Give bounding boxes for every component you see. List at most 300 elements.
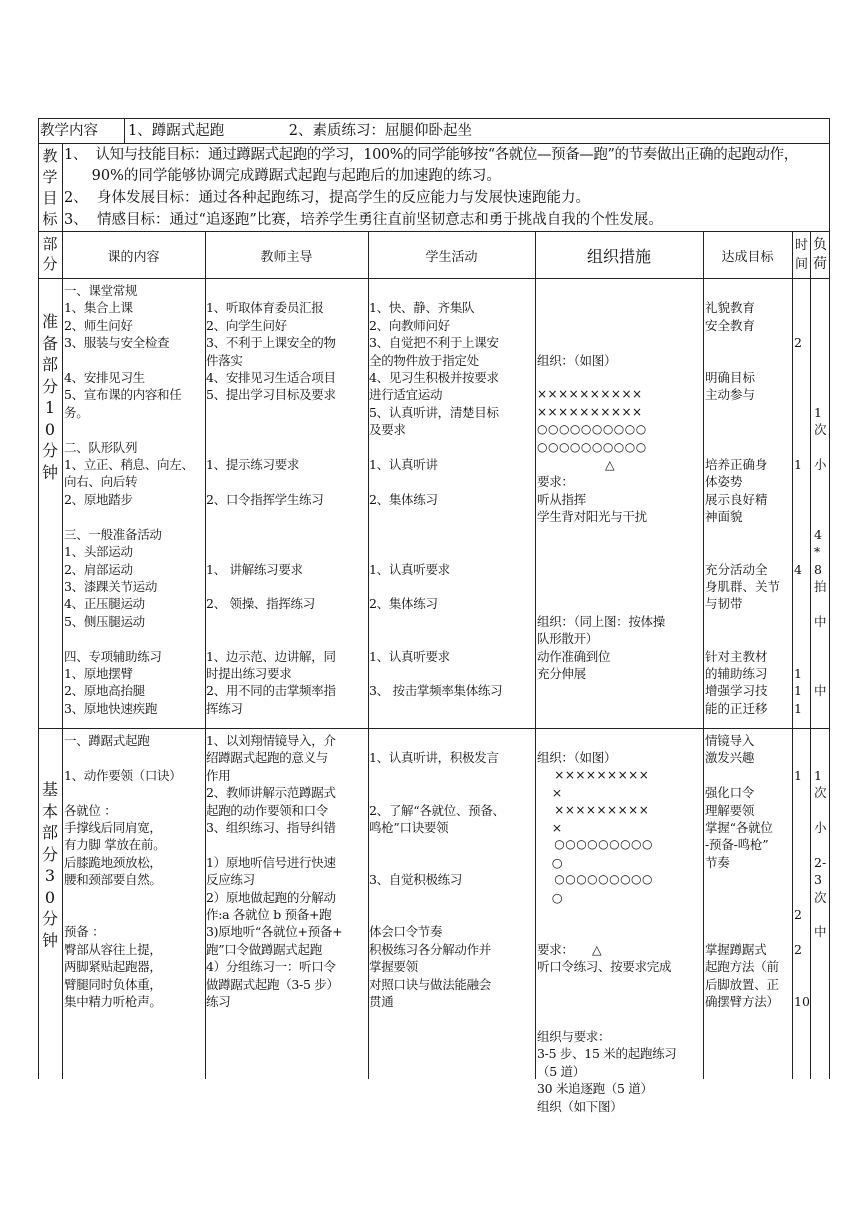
text-line: 1: [814, 404, 822, 420]
text-line: 2、用不同的击掌频率指: [206, 683, 336, 699]
text-line: 确摆臂方法）: [705, 994, 779, 1010]
text-line: [206, 508, 336, 525]
text-line: -预备-鸣枪”: [705, 837, 769, 853]
text-line: [369, 282, 502, 299]
text-line: [537, 543, 665, 560]
text-line: [369, 508, 502, 525]
text-line: [705, 543, 780, 560]
text-line: 练习: [206, 994, 231, 1010]
text-line: 1: [794, 457, 802, 473]
text-line: 4: [794, 561, 802, 577]
text-line: 3、不利于上课安全的物: [206, 335, 336, 351]
text-line: [814, 700, 827, 717]
text-line: 臀部从容往上提，: [64, 941, 162, 957]
text-line: 1: [794, 700, 802, 716]
text-line: 贯通: [369, 994, 394, 1010]
text-line: [537, 578, 665, 595]
text-line: ○○○○○○○○○○: [537, 439, 647, 454]
text-line: 3、自觉把不利于上课安: [369, 335, 499, 351]
text-line: 3、原地快速疾跑: [64, 700, 158, 716]
col-part: 部分: [42, 235, 58, 273]
text-line: 组织与要求：: [537, 1028, 611, 1044]
prep-student: [369, 282, 502, 717]
text-line: 3、漆踝关节运动: [64, 578, 158, 594]
text-line: 2、肩部运动: [64, 561, 133, 577]
text-line: 作:a 各就位 b 预备+跑: [206, 907, 332, 923]
text-line: 1、认真听要求: [369, 561, 450, 577]
text-line: 次: [814, 889, 827, 905]
basic-time: [794, 732, 810, 1011]
prep-time: [794, 282, 802, 717]
text-line: [794, 784, 810, 801]
text-line: 3-5 步、15 米的起跑练习: [537, 1046, 677, 1062]
text-line: [814, 334, 827, 351]
text-line: 身肌群、关节: [705, 578, 781, 594]
text-line: △: [605, 457, 615, 473]
text-line: 小: [814, 457, 827, 473]
text-line: [814, 439, 827, 456]
text-line: 激发兴趣: [705, 750, 755, 766]
text-line: 2、集体练习: [369, 491, 438, 507]
text-line: ×: [537, 785, 562, 801]
text-line: [794, 352, 802, 369]
basic-org: [537, 732, 676, 1115]
text-line: 向右、向后转: [64, 474, 138, 490]
text-line: 对照口诀与做法能融会: [369, 976, 492, 992]
text-line: 2: [794, 907, 802, 923]
text-line: 理解要领: [705, 802, 755, 818]
text-line: 次: [814, 785, 827, 801]
text-line: 2、向学生问好: [206, 317, 287, 333]
text-line: [794, 473, 802, 490]
text-line: [814, 958, 827, 975]
text-line: [794, 386, 802, 403]
content-label: 教学内容: [40, 123, 98, 139]
text-line: [814, 976, 827, 993]
col-content: 课的内容: [107, 250, 160, 265]
text-line: [537, 282, 665, 299]
text-line: [794, 491, 802, 508]
text-line: 四、专项辅助练习: [64, 648, 162, 664]
text-line: [705, 526, 780, 543]
text-line: [537, 923, 676, 940]
text-line: 进行适宜运动: [369, 387, 443, 403]
text-line: [794, 958, 810, 975]
content-row: [38, 118, 830, 143]
text-line: 作用: [206, 767, 231, 783]
col-time: 时间: [794, 238, 808, 272]
prep-org: [537, 282, 665, 717]
text-line: [537, 299, 665, 316]
text-line: 1、集合上课: [64, 300, 133, 316]
text-line: 3)原地听“各就位+预备+: [206, 924, 343, 940]
text-line: [814, 317, 827, 334]
text-line: 时提出练习要求: [206, 665, 292, 681]
text-line: [369, 613, 502, 630]
text-line: 1、边示范、边讲解，同: [206, 648, 336, 664]
text-line: [794, 404, 802, 421]
text-line: [794, 749, 810, 766]
objective-line-1: 1、 认知与技能目标：通过蹲踞式起跑的学习，100%的同学能够按“各就位—预备—跑”的节奏做出正确的起跑动作，: [64, 147, 798, 163]
text-line: [537, 682, 665, 699]
text-line: 1）原地听信号进行快速: [206, 854, 336, 870]
text-line: 各就位 ：: [64, 802, 117, 818]
text-line: [794, 648, 802, 665]
text-line: 中: [814, 683, 827, 699]
text-line: [537, 976, 676, 993]
text-line: 2、口令指挥学生练习: [206, 491, 324, 507]
text-line: [369, 784, 505, 801]
text-line: 2、了解“各就位、预备、: [369, 802, 505, 818]
text-line: [206, 543, 336, 560]
text-line: [794, 819, 810, 836]
text-line: [814, 941, 827, 958]
text-line: [206, 473, 336, 490]
text-line: [814, 282, 827, 299]
text-line: [814, 508, 827, 525]
text-line: [705, 906, 779, 923]
text-line: [814, 369, 827, 386]
text-line: [64, 352, 194, 369]
text-line: 2、教师讲解示范蹲踞式: [206, 785, 336, 801]
text-line: 1、听取体育委员汇报: [206, 300, 324, 316]
text-line: 二、队形队列: [64, 439, 138, 455]
text-line: [814, 386, 827, 403]
objective-line-3: 2、 身体发展目标：通过各种起跑练习，提高学生的反应能力与发展快速跑能力。: [64, 190, 590, 206]
text-line: [794, 508, 802, 525]
text-line: 2）原地做起跑的分解动: [206, 889, 336, 905]
text-line: 5、认真听讲，清楚目标: [369, 404, 499, 420]
text-line: 针对主教材: [705, 648, 768, 664]
text-line: 要求： △: [537, 941, 602, 957]
text-line: 两脚紧贴起跑器，: [64, 959, 162, 975]
text-line: [794, 317, 802, 334]
text-line: [705, 923, 779, 940]
text-line: [369, 439, 502, 456]
text-line: 1、认真听讲: [369, 457, 438, 473]
col-org: 组织措施: [586, 247, 651, 266]
text-line: 1: [794, 665, 802, 681]
text-line: ××××××××××: [537, 404, 643, 419]
text-line: 强化口令: [705, 785, 755, 801]
text-line: [705, 421, 780, 438]
text-line: 组织：（同上图：按体操: [537, 613, 665, 629]
text-line: 及要求: [369, 422, 406, 438]
text-line: [64, 508, 194, 525]
text-line: [369, 473, 502, 490]
text-line: [794, 836, 810, 853]
text-line: ×××××××××: [537, 802, 650, 817]
text-line: 拍: [814, 578, 827, 594]
text-line: [369, 543, 502, 560]
text-line: 5、提出学习目标及要求: [206, 387, 336, 403]
text-line: 一、课堂常规: [64, 283, 138, 298]
text-line: [206, 526, 336, 543]
text-line: 1、头部运动: [64, 544, 133, 560]
text-line: 与韧带: [705, 596, 743, 612]
col-goal: 达成目标: [721, 250, 774, 265]
text-line: 组织：（如图）: [537, 352, 617, 368]
text-line: [705, 404, 780, 421]
text-line: 情镜导入: [705, 733, 755, 748]
text-line: [794, 923, 810, 940]
prep-goal: [705, 282, 780, 717]
text-line: [705, 613, 780, 630]
text-line: 次: [814, 422, 827, 438]
text-line: ××××××××××: [537, 387, 643, 402]
text-line: 掌握要领: [369, 959, 418, 975]
text-line: 中: [814, 924, 827, 940]
text-line: 掌握“各就位: [705, 820, 773, 836]
text-line: 充分伸展: [537, 665, 586, 681]
text-line: [794, 578, 802, 595]
text-line: [369, 526, 502, 543]
text-line: ×××××××××: [537, 767, 650, 782]
basic-content: [64, 732, 181, 1011]
text-line: 培养正确身: [705, 457, 768, 473]
text-line: [794, 802, 810, 819]
text-line: 2、 领操、指挥练习: [206, 596, 315, 612]
text-line: [369, 578, 502, 595]
text-line: 2: [794, 941, 802, 957]
text-line: 组织：（如图）: [537, 750, 617, 766]
text-line: 明确目标: [705, 370, 756, 386]
text-line: [369, 767, 505, 784]
text-line: [794, 732, 810, 749]
text-line: [814, 352, 827, 369]
text-line: [794, 613, 802, 630]
text-line: 2、原地踏步: [64, 491, 133, 507]
text-line: [794, 299, 802, 316]
text-line: [794, 889, 810, 906]
text-line: 组织（如下图）: [537, 1098, 623, 1114]
text-line: [794, 871, 810, 888]
text-line: 1: [794, 767, 802, 783]
text-line: 1、立正、稍息、向左、: [64, 457, 194, 473]
text-line: 一、蹲踞式起跑: [64, 733, 150, 748]
text-line: [814, 836, 827, 853]
text-line: 5、侧压腿运动: [64, 613, 145, 629]
prep-section: [38, 278, 830, 728]
text-line: [814, 665, 827, 682]
text-line: [794, 543, 802, 560]
text-line: 主动参与: [705, 387, 756, 403]
text-line: [64, 889, 181, 906]
text-line: [206, 836, 342, 853]
text-line: （5 道）: [537, 1063, 585, 1079]
text-line: [794, 526, 802, 543]
text-line: 4）分组练习一：听口令: [206, 959, 336, 975]
text-line: [537, 1011, 676, 1028]
text-line: [369, 630, 502, 647]
text-line: [537, 700, 665, 717]
text-line: [814, 993, 827, 1010]
text-line: [537, 561, 665, 578]
prep-load: [814, 282, 827, 717]
text-line: [537, 732, 676, 749]
text-line: [369, 700, 502, 717]
text-line: [814, 299, 827, 316]
text-line: 听从指挥: [537, 491, 586, 507]
text-line: 1: [794, 683, 802, 699]
text-line: 起跑方法（前: [705, 959, 779, 975]
text-line: [705, 334, 780, 351]
text-line: 1、认真听讲，积极发言: [369, 750, 499, 766]
text-line: 小: [814, 820, 827, 836]
basic-student: [369, 732, 505, 1011]
text-line: 队形散开）: [537, 631, 599, 647]
text-line: [705, 871, 779, 888]
text-line: 1、快、静、齐集队: [369, 300, 475, 316]
text-line: 听口令练习、按要求完成: [537, 959, 672, 975]
text-line: [705, 439, 780, 456]
text-line: [814, 630, 827, 647]
text-line: [794, 439, 802, 456]
text-line: [794, 854, 810, 871]
text-line: 能的正迁移: [705, 700, 768, 716]
text-line: [369, 732, 505, 749]
text-line: [814, 802, 827, 819]
text-line: 体会口令节奏: [369, 924, 443, 940]
text-line: 2、师生问好: [64, 317, 133, 333]
objectives-label: 教学目标: [42, 147, 58, 228]
text-line: 挥练习: [206, 700, 243, 716]
col-teacher: 教师主导: [260, 250, 313, 265]
text-line: [814, 473, 827, 490]
text-line: [537, 334, 665, 351]
text-line: 腰和颈部要自然。: [64, 872, 162, 888]
text-line: 1: [814, 767, 822, 783]
text-line: 有力脚 掌放在前。: [64, 837, 166, 853]
text-line: 中: [814, 613, 827, 629]
text-line: 1、 讲解练习要求: [206, 561, 303, 577]
text-line: 4、正压腿运动: [64, 596, 145, 612]
text-line: [705, 352, 780, 369]
prep-teacher: [206, 282, 336, 717]
text-line: [369, 889, 505, 906]
text-line: 起跑的动作要领和口令: [206, 802, 329, 818]
text-line: 2: [794, 335, 802, 351]
text-line: 4、见习生积极并按要求: [369, 370, 499, 386]
text-line: [814, 732, 827, 749]
text-line: 充分活动全: [705, 561, 768, 577]
text-line: 要求：: [537, 474, 574, 490]
text-line: [369, 665, 502, 682]
text-line: 反应练习: [206, 872, 255, 888]
column-header-row: [38, 231, 830, 278]
text-line: 2、原地高抬腿: [64, 683, 145, 699]
text-line: 跑”口令做蹲踞式起跑: [206, 941, 322, 957]
text-line: [705, 282, 780, 299]
col-load: 负荷: [813, 237, 827, 272]
text-line: [537, 906, 676, 923]
basic-load: [814, 732, 827, 1011]
text-line: [64, 906, 181, 923]
text-line: 学生背对阳光与干扰: [537, 509, 647, 525]
text-line: 4、安排见习生: [64, 370, 145, 386]
text-line: [537, 526, 665, 543]
text-line: 1、动作要领（口诀）: [64, 767, 182, 783]
text-line: 动作准确到位: [537, 648, 611, 664]
objectives-row: [38, 143, 830, 231]
objective-line-2: 90%的同学能够协调完成蹲踞式起跑与起跑后的加速跑的练习。: [64, 168, 501, 184]
text-line: 体姿势: [705, 474, 743, 490]
text-line: 30 米追逐跑（5 道）: [537, 1081, 653, 1097]
text-line: 3、服装与安全检查: [64, 335, 170, 351]
text-line: 3: [814, 872, 822, 888]
text-line: 2-: [814, 854, 827, 870]
text-line: 的辅助练习: [705, 665, 768, 681]
basic-teacher: [206, 732, 342, 1011]
text-line: 1、认真听要求: [369, 648, 450, 664]
text-line: 2、集体练习: [369, 596, 438, 612]
text-line: 全的物件放于指定处: [369, 352, 479, 368]
text-line: ○○○○○○○○○: [537, 837, 653, 852]
text-line: [794, 282, 802, 299]
text-line: 积极练习各分解动作并: [369, 941, 492, 957]
text-line: 4: [814, 526, 822, 542]
basic-part-label: 基本部分30分钟: [41, 780, 58, 950]
text-line: [64, 749, 181, 766]
text-line: *: [814, 544, 821, 560]
text-line: ×: [537, 820, 562, 836]
text-line: [705, 889, 779, 906]
text-line: [814, 491, 827, 508]
text-line: 4、安排见习生适合项目: [206, 370, 336, 386]
text-line: [206, 421, 336, 438]
text-line: [537, 317, 665, 334]
text-line: 礼貌教育: [705, 300, 756, 316]
text-line: [206, 282, 336, 299]
text-line: [814, 906, 827, 923]
prep-part-label: 准备部分10分钟: [41, 312, 58, 482]
text-line: [814, 749, 827, 766]
text-line: [64, 630, 194, 647]
text-line: [369, 906, 505, 923]
text-line: [206, 613, 336, 630]
text-line: 鸣枪”口诀要领: [369, 820, 449, 836]
text-line: [206, 404, 336, 421]
text-line: 2、向教师问好: [369, 317, 450, 333]
text-line: 务。: [64, 404, 89, 420]
text-line: 绍蹲踞式起跑的意义与: [206, 750, 329, 766]
text-line: [537, 369, 665, 386]
text-line: ○○○○○○○○○: [537, 872, 653, 887]
text-line: 臂腿同时负体重，: [64, 976, 162, 992]
text-line: 增强学习技: [705, 683, 768, 699]
text-line: 1、提示练习要求: [206, 457, 300, 473]
text-line: [794, 976, 810, 993]
text-line: [206, 630, 336, 647]
text-line: 1、原地摆臂: [64, 665, 133, 681]
text-line: 3、组织练习、指导纠错: [206, 820, 336, 836]
text-line: 神面貌: [705, 509, 743, 525]
text-line: [794, 369, 802, 386]
text-line: 集中精力听枪声。: [64, 994, 162, 1010]
text-line: 后膝跪地颈放松，: [64, 854, 162, 870]
text-line: [814, 648, 827, 665]
text-line: [705, 630, 780, 647]
prep-content: [64, 282, 194, 717]
text-line: [369, 854, 505, 871]
text-line: [794, 421, 802, 438]
text-line: 后脚放置、正: [705, 976, 779, 992]
text-line: 3、自觉积极练习: [369, 872, 463, 888]
text-line: 预备 ：: [64, 924, 105, 940]
text-line: [64, 784, 181, 801]
text-line: ○: [537, 854, 563, 870]
text-line: 节奏: [705, 854, 730, 870]
